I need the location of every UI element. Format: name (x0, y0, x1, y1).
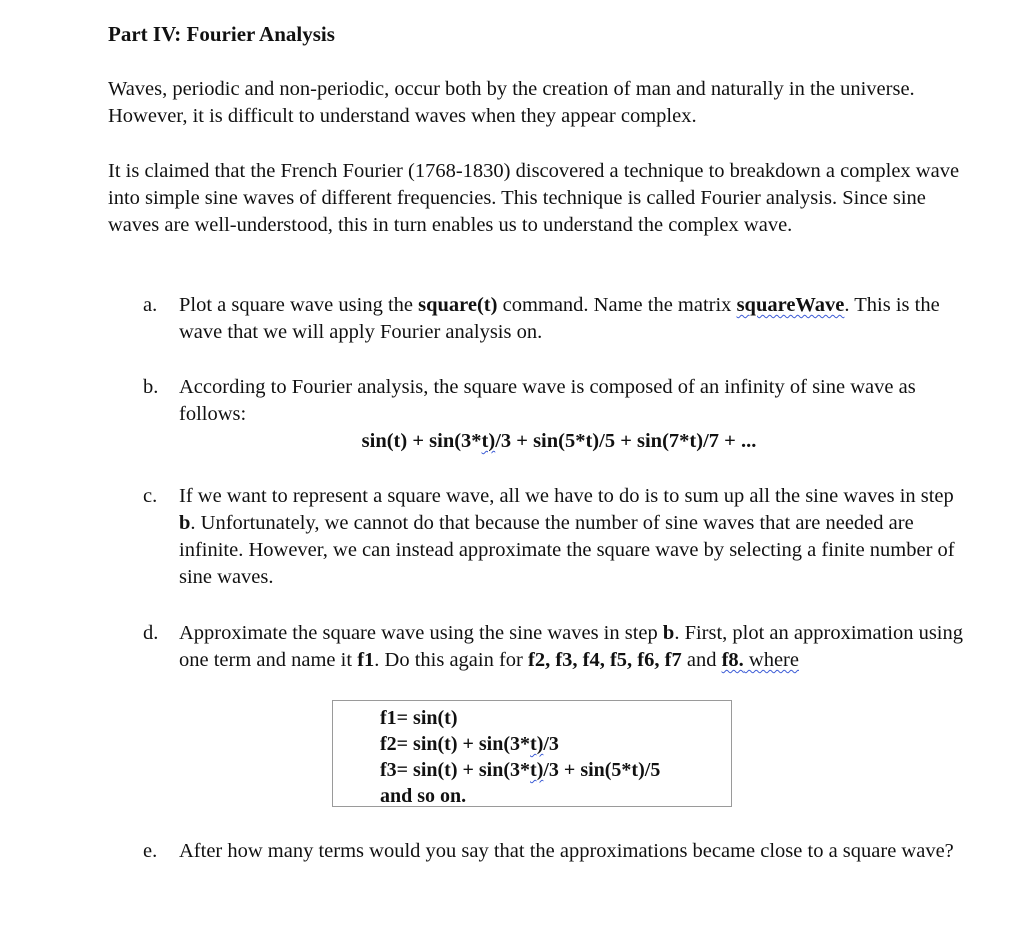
fourier-paragraph: It is claimed that the French Fourier (1768-1830) discovered a technique to breakdown a complex wave into simple sine waves of different frequencies. This technique is called Fourier analysis. Since sine waves are well-understood, this in turn enables us to understand the complex wave. (108, 160, 960, 236)
text-run: . Unfortunately, we cannot do that because the number of sine waves that are needed are infinite. However, we can instead approximate the square wave by selecting a finite number of sine waves. (179, 512, 955, 588)
matrix-name: squareWave (736, 294, 845, 316)
command-name: square(t) (418, 294, 498, 316)
item-letter: e. (143, 840, 158, 862)
intro-paragraph: Waves, periodic and non-periodic, occur both by the creation of man and naturally in the universe. However, it is difficult to understand waves when they appear complex. (108, 78, 915, 127)
step-ref: b (179, 512, 191, 534)
step-ref: b (662, 622, 675, 644)
text-run: According to Fourier analysis, the square wave is composed of an infinity of sine wave as follows: (179, 376, 916, 425)
item-text (179, 483, 973, 591)
item-letter: b. (143, 376, 159, 398)
function-name: f8. (721, 649, 744, 671)
item-text: After how many terms would you say that the approximations became close to a square wave? (179, 840, 954, 862)
text-run: . This is the wave that we will apply Fourier analysis on. (179, 294, 940, 343)
list-item-d (143, 620, 973, 674)
function-list: f2, f3, f4, f5, f6, f7 (528, 649, 682, 671)
list-item-b (143, 374, 973, 455)
text-run: If we want to represent a square wave, all we have to do is to sum up all the sine waves in step (179, 485, 954, 507)
text-run: . Do this again for (374, 649, 528, 671)
list-item-c (143, 483, 973, 591)
text-run: command. Name the matrix (497, 294, 737, 316)
series-formula: sin(t) + sin(3*t)/3 + sin(5*t)/5 + sin(7*t)/7 + ... (361, 430, 757, 452)
item-letter: d. (143, 622, 159, 644)
list-item-e (143, 838, 973, 865)
box-line-f2: f2= sin(t) + sin(3*t)/3 (380, 733, 559, 755)
item-text (179, 292, 973, 346)
item-text (179, 374, 973, 455)
text-run: . First, plot an approximation using one term and name it (179, 622, 964, 671)
item-text (179, 620, 973, 674)
box-line-etc: and so on. (380, 785, 467, 807)
function-name: f1 (357, 649, 375, 671)
text-run: Approximate the square wave using the sine waves in step (179, 622, 663, 644)
box-line-f3: f3= sin(t) + sin(3*t)/3 + sin(5*t)/5 (380, 759, 661, 781)
approximation-box (332, 700, 732, 807)
section-title: Part IV: Fourier Analysis (108, 22, 335, 46)
text-run: where (743, 649, 799, 671)
text-run: and (681, 649, 722, 671)
item-letter: c. (143, 485, 158, 507)
text-run: Plot a square wave using the (179, 294, 419, 316)
box-line-f1: f1= sin(t) (380, 707, 458, 729)
item-letter: a. (143, 294, 158, 316)
list-item-a (143, 292, 973, 346)
